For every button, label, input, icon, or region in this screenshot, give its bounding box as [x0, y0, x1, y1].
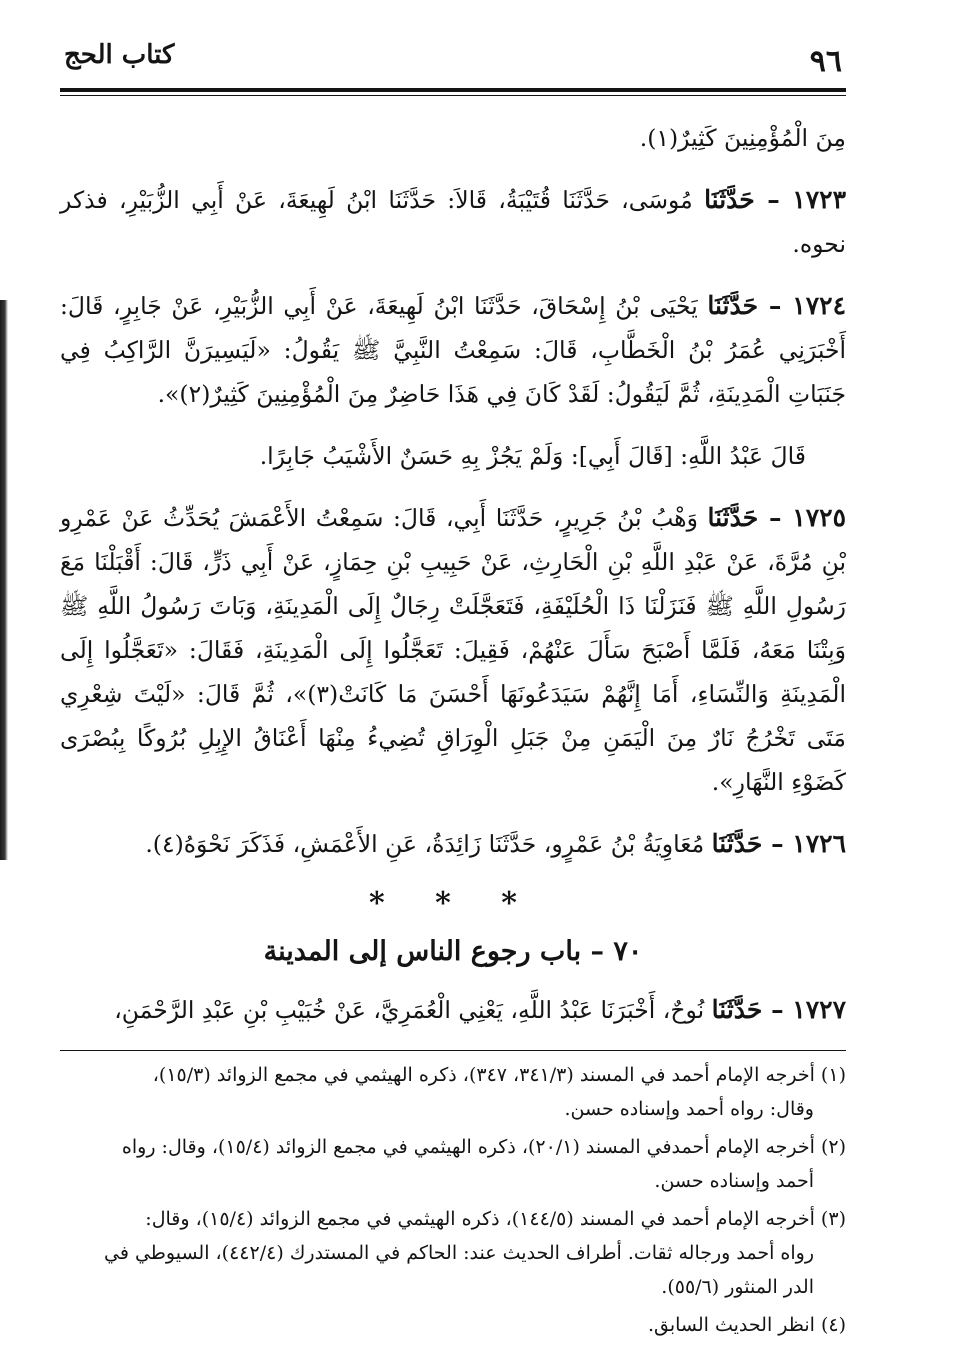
paragraph-text: مِنَ الْمُؤْمِنِينَ كَثِيرٌ(١).: [639, 124, 846, 152]
chapter-heading: ٧٠ – باب رجوع الناس إلى المدينة: [263, 936, 643, 967]
paragraph-text: قَالَ عَبْدُ اللَّهِ: [قَالَ أَبِي]: وَلَمْ يَجُزْ بِهِ حَسَنٌ الأَشْيَبُ جَابِرًا.: [259, 442, 806, 470]
running-head: [60, 28, 846, 80]
hadith-1723: [60, 178, 846, 266]
section-separator: * * *: [369, 886, 537, 921]
hadith-text: مُوسَى، حَدَّثَنَا قُتَيْبَةُ، قَالاَ: حَدَّثَنَا ابْنُ لَهِيعَةَ، عَنْ أَبِي الزُّبَيْرِ، فذكر نحوه.: [60, 186, 846, 258]
hadith-number: ١٧٢٦ – حَدَّثَنَا: [711, 829, 846, 858]
hadith-1724: [60, 284, 846, 416]
header-rule-thick: [60, 88, 846, 92]
footnote-line: الدر المنثور (٥٥/٦).: [661, 1276, 814, 1298]
footnote-3: [60, 1202, 846, 1304]
paragraph-continuation: [60, 116, 846, 160]
footnote-line: (٤) انظر الحديث السابق.: [647, 1314, 846, 1336]
hadith-number: ١٧٢٥ – حَدَّثَنَا: [707, 503, 846, 532]
hadith-1725: [60, 496, 846, 804]
header-rule-thin: [60, 95, 846, 96]
page-number: ٩٦: [809, 44, 842, 79]
book-title: كتاب الحج: [64, 40, 175, 70]
hadith-text: نُوحٌ، أَخْبَرَنَا عَبْدُ اللَّهِ، يَعْنِي الْعُمَرِيَّ، عَنْ خُبَيْبِ بْنِ عَبْدِ الرَّحْمَنِ،: [114, 996, 712, 1024]
hadith-number: ١٧٢٧ – حَدَّثَنَا: [711, 995, 846, 1024]
footnote-2: [60, 1130, 846, 1198]
hadith-number: ١٧٢٤ – حَدَّثَنَا: [707, 291, 846, 320]
scan-edge-shadow: [0, 300, 8, 860]
footnote-line: (٢) أخرجه الإمام أحمدفي المسند (٢٠/١)، ذكره الهيثمي في مجمع الزوائد (١٥/٤)، وقال: رواه: [121, 1136, 846, 1158]
hadith-number: ١٧٢٣ – حَدَّثَنَا: [704, 185, 846, 214]
footnotes: [60, 1058, 846, 1346]
footnote-1: [60, 1058, 846, 1126]
book-page: [60, 28, 846, 1348]
hadith-text: مُعَاوِيَةُ بْنُ عَمْرٍو، حَدَّثَنَا زَائِدَةُ، عَنِ الأَعْمَشِ، فَذَكَرَ نَحْوَهُ(٤).: [145, 830, 712, 858]
footnote-4: [60, 1308, 846, 1342]
footnote-line: (١) أخرجه الإمام أحمد في المسند (٣٤١/٣، ٣٤٧)، ذكره الهيثمي في مجمع الزوائد (١٥/٣)،: [152, 1064, 846, 1086]
footnote-line: رواه أحمد ورجاله ثقات. أطراف الحديث عند: الحاكم في المستدرك (٤٤٢/٤)، السيوطي في: [104, 1242, 814, 1264]
hadith-text: يَحْيَى بْنُ إِسْحَاقَ، حَدَّثَنَا ابْنُ لَهِيعَةَ، عَنْ أَبِي الزُّبَيْرِ، عَنْ جَابِرٍ، قَالَ: أَخْبَرَنِي عُمَرُ بْنُ الْخَطَّابِ، قَالَ: سَمِعْتُ النَّبِيَّ ﷺ يَقُولُ: «لَيَسِيرَنَّ الرَّاكِبُ فِي جَنَبَاتِ الْمَدِينَةِ، ثُمَّ لَيَقُولُ: لَقَدْ كَانَ فِي هَذَا حَاضِرٌ مِنَ الْمُؤْمِنِينَ كَثِيرٌ(٢)».: [60, 292, 846, 408]
main-text: [60, 116, 846, 1050]
footnote-rule: [60, 1050, 846, 1051]
footnote-line: (٣) أخرجه الإمام أحمد في المسند (١٤٤/٥)، ذكره الهيثمي في مجمع الزوائد (١٥/٤)، وقال:: [145, 1208, 846, 1230]
abdullah-note: [60, 434, 846, 478]
hadith-1727: [60, 988, 846, 1032]
hadith-1726: [60, 822, 846, 866]
footnote-line: أحمد وإسناده حسن.: [654, 1170, 814, 1192]
footnote-line: وقال: رواه أحمد وإسناده حسن.: [564, 1098, 814, 1120]
hadith-text: وَهْبُ بْنُ جَرِيرٍ، حَدَّثَنَا أَبِي، قَالَ: سَمِعْتُ الأَعْمَشَ يُحَدِّثُ عَنْ عَمْرِو بْنِ مُرَّةَ، عَنْ عَبْدِ اللَّهِ بْنِ الْحَارِثِ، عَنْ حَبِيبِ بْنِ حِمَازٍ، عَنْ أَبِي ذَرٍّ، قَالَ: أَقْبَلْنَا مَعَ رَسُولِ اللَّهِ ﷺ فَنَزَلْنَا ذَا الْحُلَيْفَةِ، فَتَعَجَّلَتْ رِجَالٌ إِلَى الْمَدِينَةِ، وَبَاتَ رَسُولُ اللَّهِ ﷺ وَبِتْنَا مَعَهُ، فَلَمَّا أَصْبَحَ سَأَلَ عَنْهُمْ، فَقِيلَ: تَعَجَّلُوا إِلَى الْمَدِينَةِ، فَقَالَ: «تَعَجَّلُوا إِلَى الْمَدِينَةِ وَالنِّسَاءِ، أَمَا إِنَّهُمْ سَيَدَعُونَهَا أَحْسَنَ مَا كَانَتْ(٣)»، ثُمَّ قَالَ: «لَيْتَ شِعْرِي مَتَى تَخْرُجُ نَارٌ مِنَ الْيَمَنِ مِنْ جَبَلِ الْوِرَاقِ تُضِيءُ مِنْهَا أَعْنَاقُ الإِبِلِ بُرُوكًا بِبُصْرَى كَضَوْءِ النَّهَارِ».: [60, 504, 846, 796]
